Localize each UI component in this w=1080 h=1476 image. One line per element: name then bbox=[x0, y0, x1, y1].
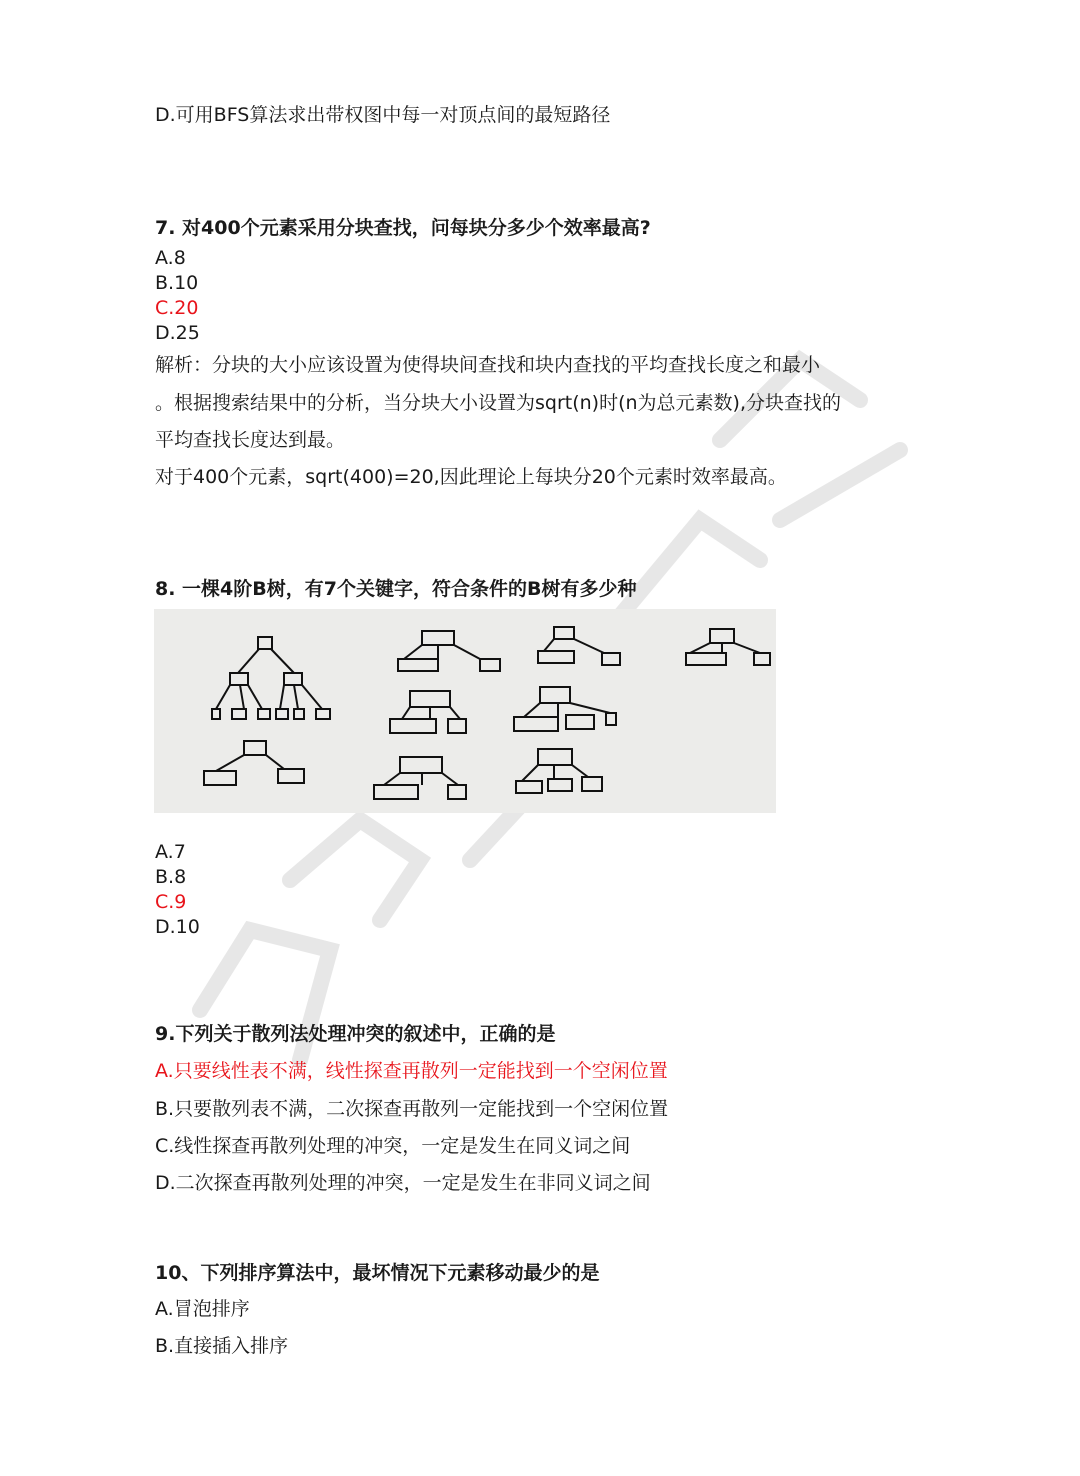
q7-analysis-line-1: 解析：分块的大小应该设置为使得块间查找和块内查找的平均查找长度之和最小 bbox=[155, 354, 821, 376]
q7-analysis-line-3: 平均查找长度达到最。 bbox=[155, 429, 346, 451]
q7-option-a: A.8 bbox=[155, 247, 186, 269]
q8-title: 8. 一棵4阶B树，有7个关键字，符合条件的B树有多少种 bbox=[155, 578, 637, 600]
q7-option-d: D.25 bbox=[155, 322, 200, 344]
q10-option-a: A.冒泡排序 bbox=[155, 1298, 250, 1320]
q8-option-d: D.10 bbox=[155, 916, 200, 938]
btree-sketch-drawing bbox=[154, 609, 776, 813]
q8-option-c: C.9 bbox=[155, 891, 187, 913]
q7-analysis-line-4: 对于400个元素，sqrt(400)=20,因此理论上每块分20个元素时效率最高。 bbox=[155, 466, 787, 488]
q7-option-b: B.10 bbox=[155, 272, 199, 294]
q7-analysis-line-2: 。根据搜索结果中的分析，当分块大小设置为sqrt(n)时(n为总元素数),分块查找的 bbox=[155, 392, 841, 414]
q7-title: 7. 对400个元素采用分块查找，问每块分多少个效率最高? bbox=[155, 217, 651, 239]
q7-option-c: C.20 bbox=[155, 297, 199, 319]
q8-option-a: A.7 bbox=[155, 841, 186, 863]
btree-sketch-figure bbox=[154, 609, 776, 813]
q9-title: 9.下列关于散列法处理冲突的叙述中，正确的是 bbox=[155, 1023, 556, 1045]
q9-option-a: A.只要线性表不满，线性探查再散列一定能找到一个空闲位置 bbox=[155, 1060, 668, 1082]
previous-option-d: D.可用BFS算法求出带权图中每一对顶点间的最短路径 bbox=[155, 104, 611, 126]
q9-option-d: D.二次探查再散列处理的冲突，一定是发生在非同义词之间 bbox=[155, 1172, 651, 1194]
q9-option-c: C.线性探查再散列处理的冲突，一定是发生在同义词之间 bbox=[155, 1135, 631, 1157]
q8-option-b: B.8 bbox=[155, 866, 187, 888]
q9-option-b: B.只要散列表不满，二次探查再散列一定能找到一个空闲位置 bbox=[155, 1098, 669, 1120]
q10-title: 10、下列排序算法中，最坏情况下元素移动最少的是 bbox=[155, 1262, 600, 1284]
q10-option-b: B.直接插入排序 bbox=[155, 1335, 289, 1357]
